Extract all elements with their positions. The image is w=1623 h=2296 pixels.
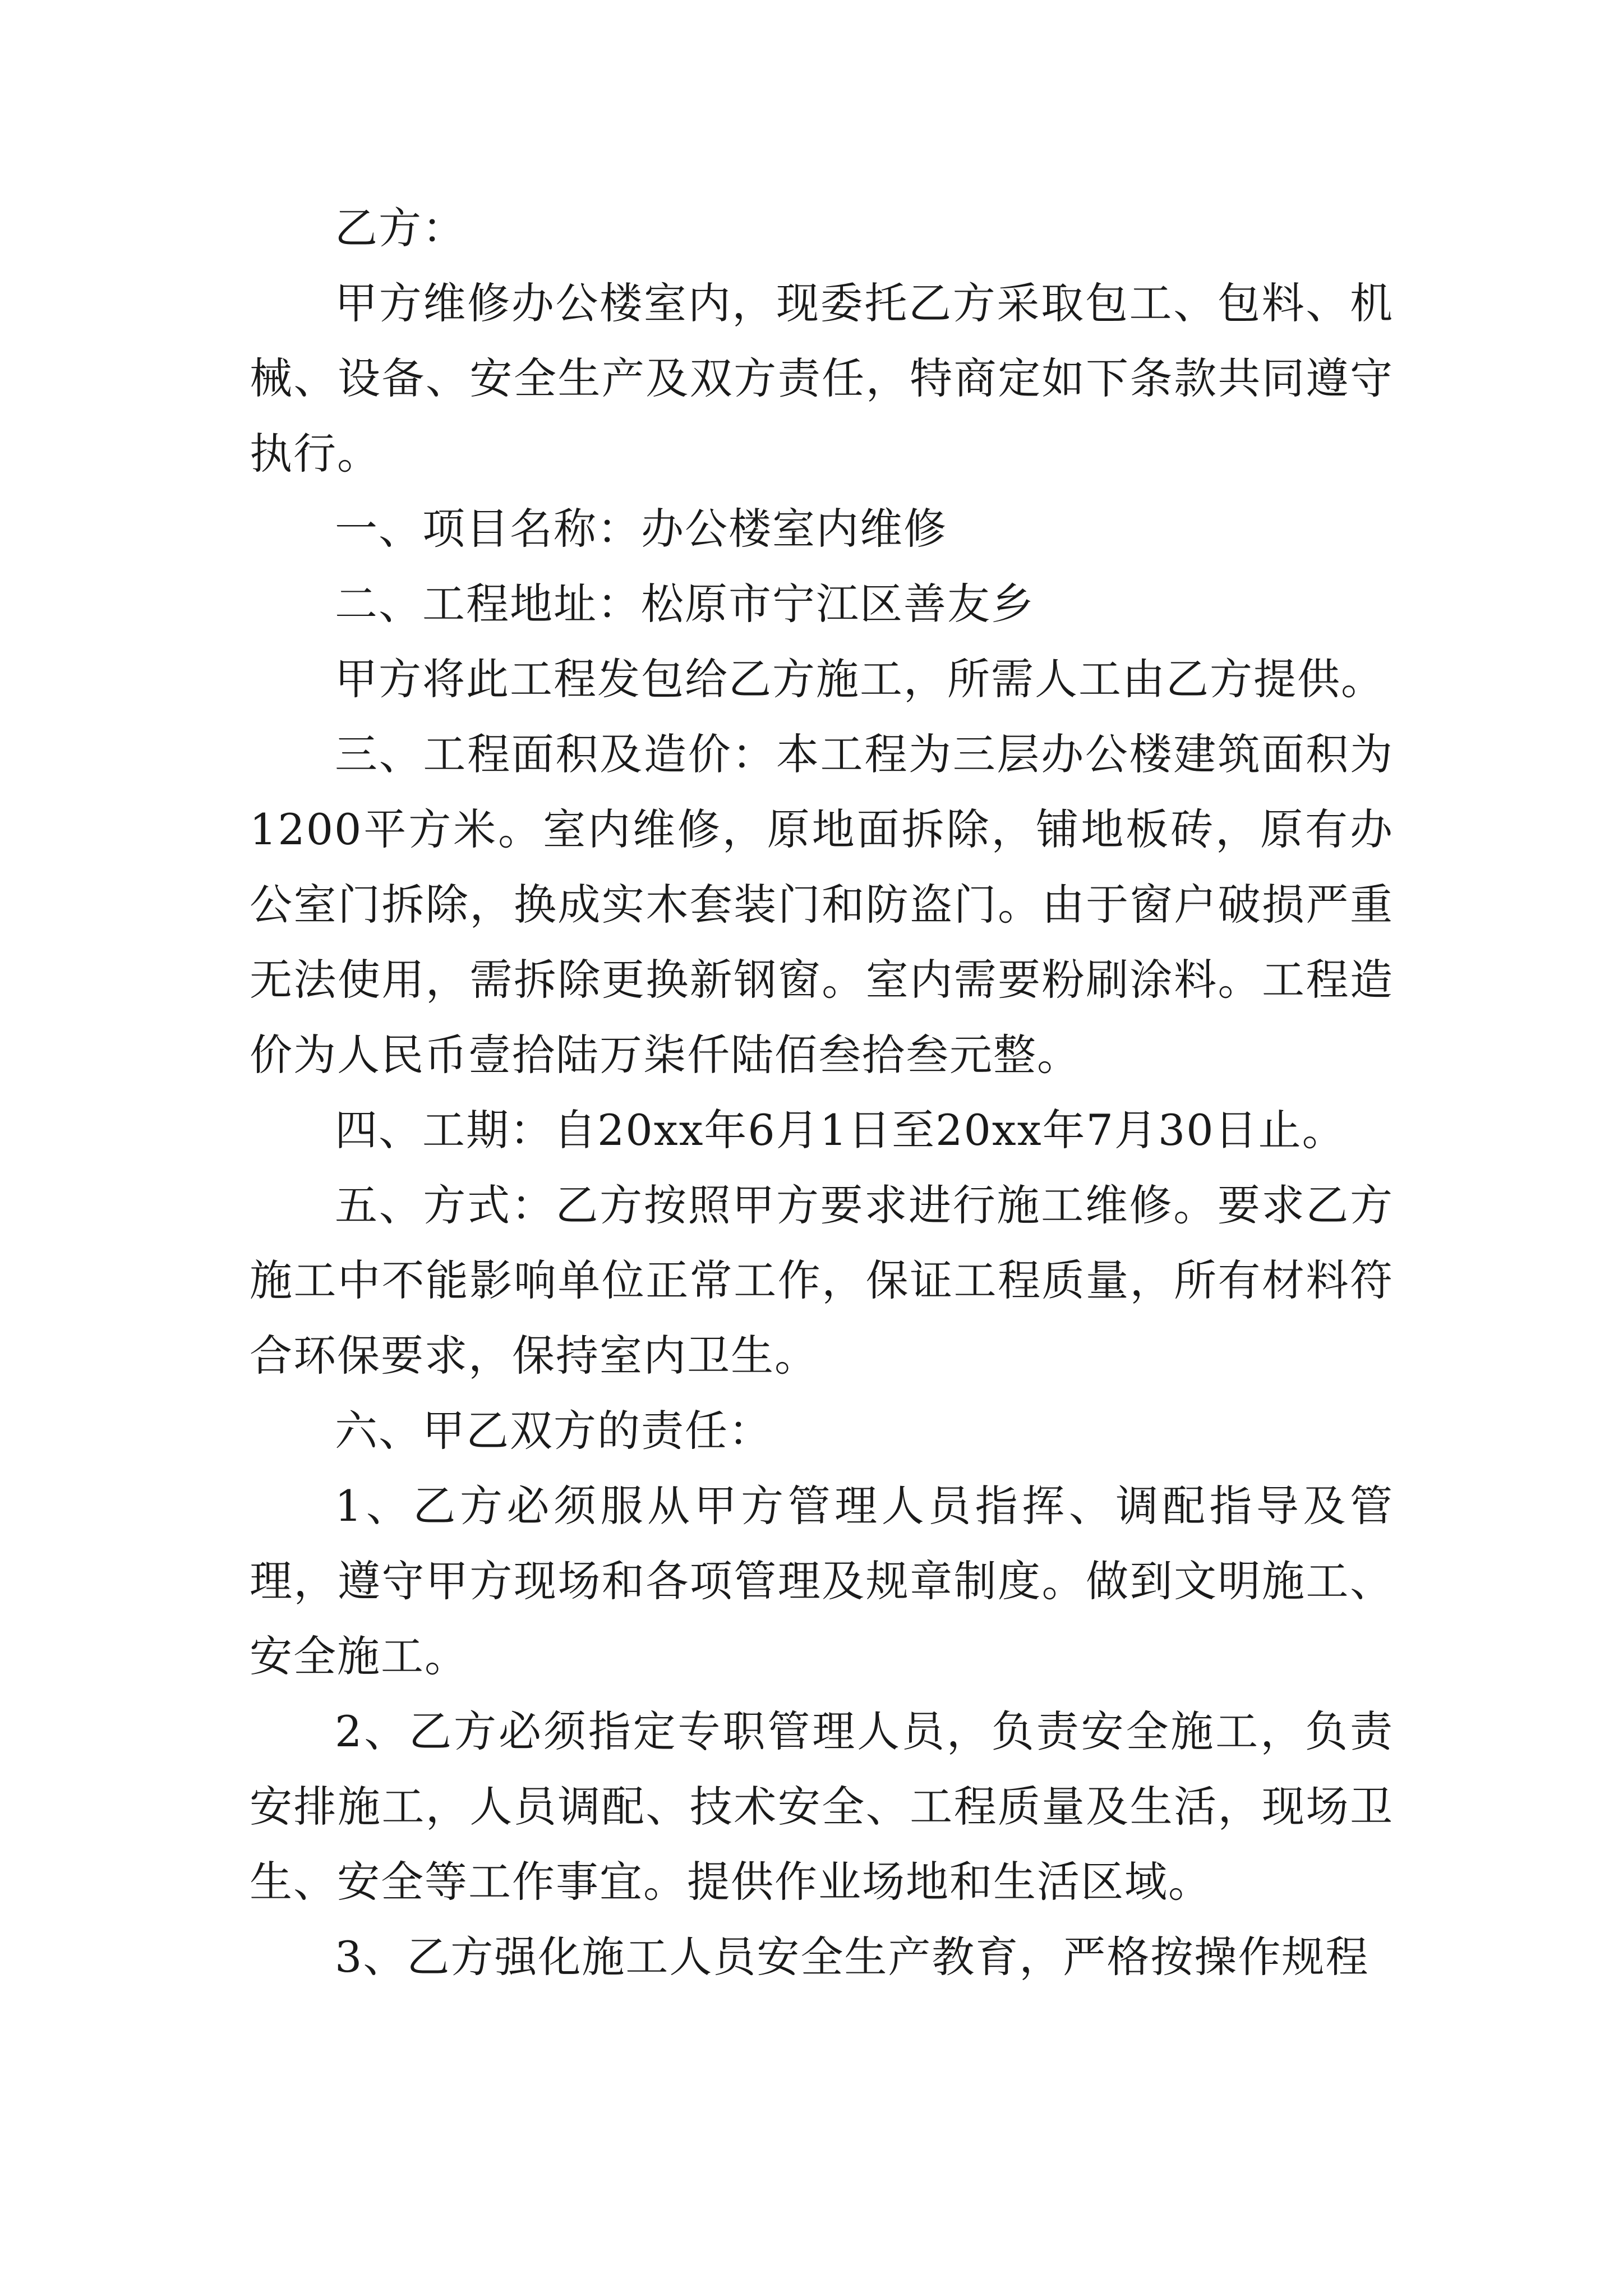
paragraph-project-address: 二、工程地址：松原市宁江区善友乡 (335, 579, 1035, 629)
paragraph-schedule: 四、工期：自20xx年6月1日至20xx年7月30日止。 (335, 1105, 1346, 1155)
paragraph-responsibility-1: 1、乙方必须服从甲方管理人员指挥、调配指导及管理，遵守甲方现场和各项管理及规章制度。做到文明施工、安全施工。 (250, 1481, 1394, 1681)
paragraph-party-b: 乙方： (335, 203, 466, 253)
paragraph-responsibility-3: 3、乙方强化施工人员安全生产教育，严格按操作规程 (335, 1932, 1370, 1982)
document-body (250, 191, 1394, 1995)
paragraph-project-name: 一、项目名称：办公楼室内维修 (335, 504, 947, 554)
paragraph-intro: 甲方维修办公楼室内，现委托乙方采取包工、包料、机械、设备、安全生产及双方责任，特商定如下条款共同遵守执行。 (250, 278, 1394, 478)
paragraph-responsibility-2: 2、乙方必须指定专职管理人员，负责安全施工，负责安排施工，人员调配、技术安全、工程质量及生活，现场卫生、安全等工作事宜。提供作业场地和生活区域。 (250, 1706, 1394, 1907)
paragraph-method: 五、方式：乙方按照甲方要求进行施工维修。要求乙方施工中不能影响单位正常工作，保证工程质量，所有材料符合环保要求，保持室内卫生。 (250, 1180, 1394, 1381)
paragraph-responsibilities-heading: 六、甲乙双方的责任： (335, 1406, 772, 1456)
paragraph-contracting: 甲方将此工程发包给乙方施工，所需人工由乙方提供。 (335, 654, 1385, 704)
paragraph-area-and-cost: 三、工程面积及造价：本工程为三层办公楼建筑面积为1200平方米。室内维修，原地面拆除，铺地板砖，原有办公室门拆除，换成实木套装门和防盗门。由于窗户破损严重无法使用，需拆除更换新钢窗。室内需要粉刷涂料。工程造价为人民币壹拾陆万柒仟陆佰叁拾叁元整。 (250, 729, 1394, 1080)
